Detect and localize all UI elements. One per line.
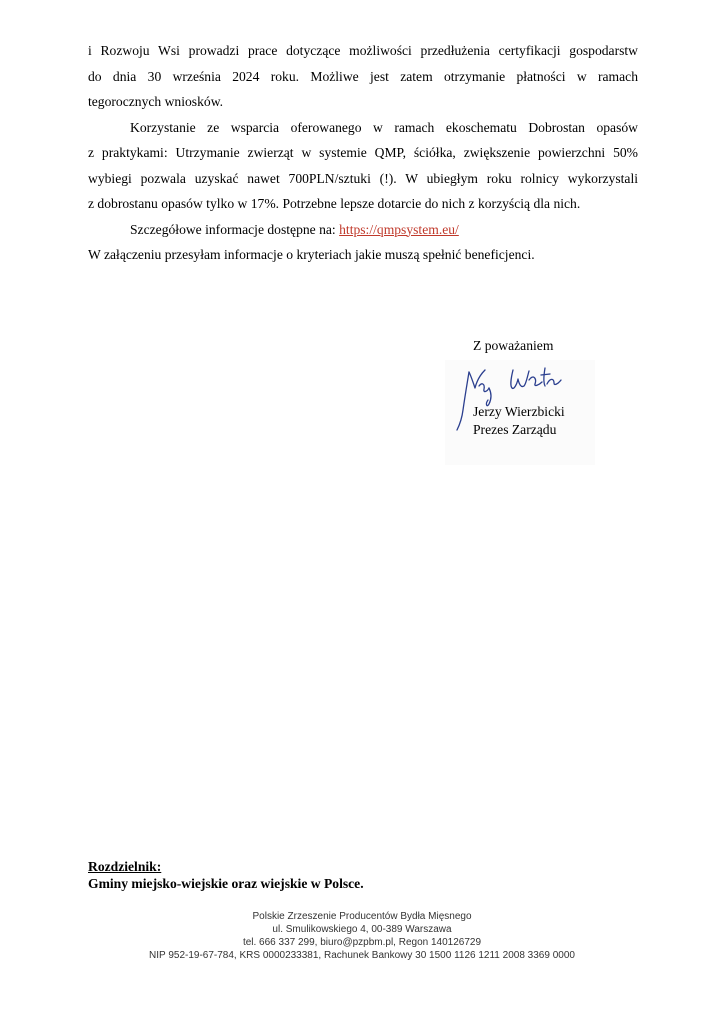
paragraph-3 (88, 217, 638, 243)
paragraph-2-line-2: z praktykami: Utrzymanie zwierząt w systemie QMP, ściółka, zwiększenie powierzchni 50% (88, 145, 638, 160)
signature-stroke (479, 384, 489, 392)
paragraph-2-line-1: Korzystanie ze wsparcia oferowanego w ramach ekoschematu Dobrostan opasów (130, 119, 638, 135)
footer-organization: Polskie Zrzeszenie Producentów Bydła Mięsnego (252, 911, 472, 922)
footer-address: ul. Smulikowskiego 4, 00-389 Warszawa (272, 924, 452, 935)
signature-stroke (547, 379, 561, 384)
signature-stroke (469, 370, 485, 388)
qmp-system-link[interactable]: https://qmpsystem.eu/ (339, 221, 459, 237)
footer-contact: tel. 666 337 299, biuro@pzpbm.pl, Regon 140126729 (242, 937, 482, 948)
signer-block (473, 403, 565, 439)
closing-salutation: Z poważaniem (473, 338, 554, 353)
paragraph-1-line-3: tegorocznych wniosków. (88, 94, 224, 109)
paragraph-4: W załączeniu przesyłam informacje o kryteriach jakie muszą spełnić beneficjenci. (88, 247, 535, 262)
signature-stroke (511, 370, 529, 388)
paragraph-1-line-1: i Rozwoju Wsi prowadzi prace dotyczące możliwości przedłużenia certyfikacji gospodarstw (88, 43, 638, 58)
signature-stroke (529, 377, 542, 385)
paragraph-3-text: Szczegółowe informacje dostępne na: (130, 221, 340, 237)
letter-body (88, 38, 638, 268)
signer-name: Jerzy Wierzbicki (473, 404, 565, 419)
letterhead-footer (0, 910, 724, 962)
signature-stroke (541, 368, 550, 386)
signer-title: Prezes Zarządu (473, 422, 557, 437)
paragraph-2-line-3: wybiegi pozwala uzyskać nawet 700PLN/sztuki (!). W ubiegłym roku rolnicy wykorzystali (88, 170, 638, 186)
distribution-recipients: Gminy miejsko-wiejskie oraz wiejskie w Polsce. (88, 876, 364, 891)
distribution-heading: Rozdzielnik: (88, 859, 162, 874)
signature-stroke (457, 372, 469, 430)
paragraph-2-line-4: z dobrostanu opasów tylko w 17%. Potrzebne lepsze dotarcie do nich z korzyścią dla nich. (88, 196, 581, 211)
distribution-list (88, 858, 364, 892)
footer-registration: NIP 952-19-67-784, KRS 0000233381, Rachunek Bankowy 30 1500 1126 1211 2008 3369 0000 (149, 950, 575, 961)
paragraph-1-line-2: do dnia 30 września 2024 roku. Możliwe jest zatem otrzymanie płatności w ramach (88, 68, 638, 84)
